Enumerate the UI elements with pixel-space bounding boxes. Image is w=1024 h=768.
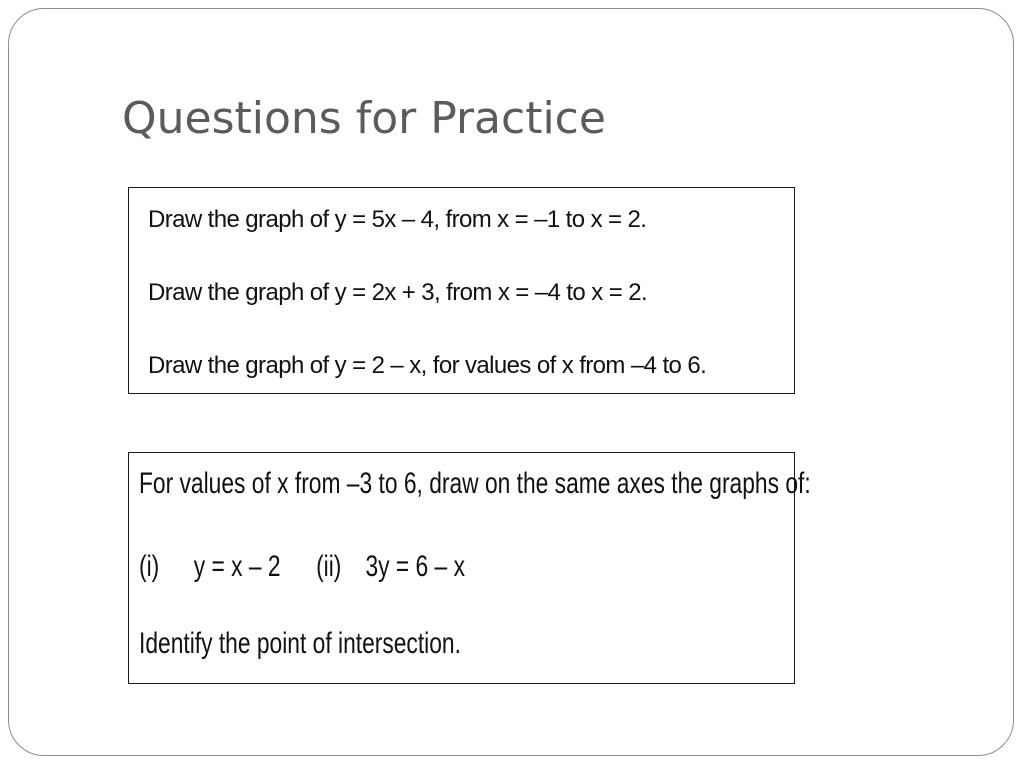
intersection-question-box (128, 452, 811, 684)
practice-questions-box (128, 187, 795, 394)
intersection-intro: For values of x from –3 to 6, draw on the same axes the graphs of: (139, 467, 811, 500)
equation-2-label: (ii) (316, 550, 342, 583)
question-2: Draw the graph of y = 2x + 3, from x = –4 to x = 2. (148, 279, 648, 306)
equation-2: 3y = 6 – x (365, 550, 465, 583)
question-1: Draw the graph of y = 5x – 4, from x = –1 to x = 2. (148, 206, 647, 233)
equation-1: y = x – 2 (193, 550, 281, 583)
slide-title: Questions for Practice (122, 93, 606, 144)
question-3: Draw the graph of y = 2 – x, for values of x from –4 to 6. (148, 352, 707, 379)
equations-row (139, 552, 473, 586)
equation-1-label: (i) (139, 550, 160, 583)
intersection-outro: Identify the point of intersection. (139, 627, 461, 660)
slide-frame (8, 8, 1014, 756)
